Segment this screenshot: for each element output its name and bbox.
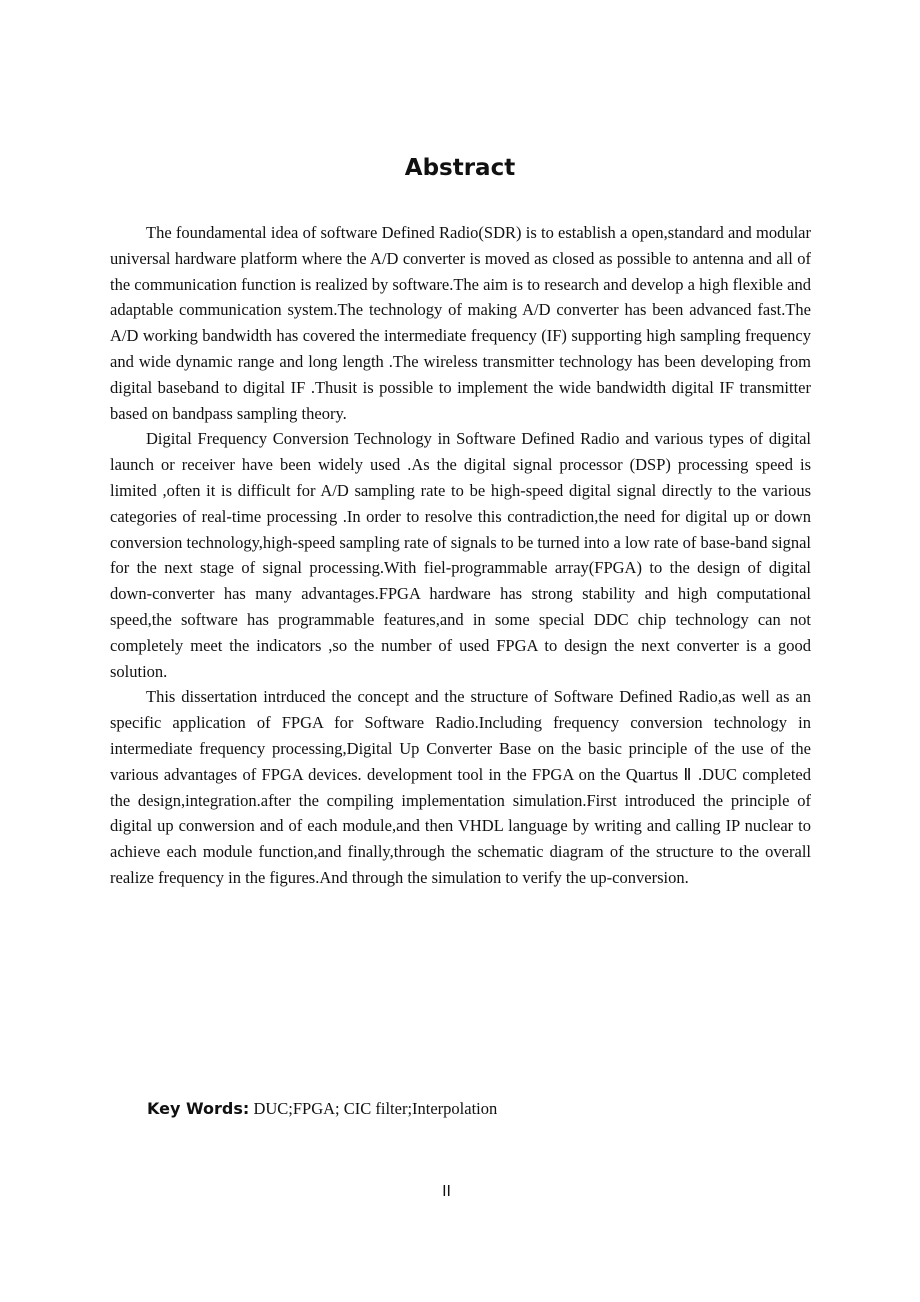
keywords-line (147, 1097, 497, 1121)
keywords-label: Key Words: (147, 1099, 250, 1118)
abstract-title: Abstract (404, 155, 516, 181)
abstract-paragraph-1: The foundamental idea of software Defined Radio(SDR) is to establish a open,standard and modular universal hardware platform where the A/D converter is moved as closed as possible to antenna and all of the communication function is realized by software.The aim is to research and develop a high flexible and adaptable communication system.The technology of making A/D converter has been advanced fast.The A/D working bandwidth has covered the intermediate frequency (IF) supporting high sampling frequency and wide dynamic range and long length .The wireless transmitter technology has been developing from digital baseband to digital IF .Thusit is possible to implement the wide bandwidth digital IF transmitter based on bandpass sampling theory. (110, 223, 811, 423)
abstract-paragraph-3: This dissertation intrduced the concept and the structure of Software Defined Radio,as well as an specific application of FPGA for Software Radio.Including frequency conversion technology in intermediate frequency processing,Digital Up Converter Base on the basic principle of the use of the various advantages of FPGA devices. development tool in the FPGA on the Quartus Ⅱ .DUC completed the design,integration.after the compiling implementation simulation.First introduced the principle of digital up conwersion and of each module,and then VHDL language by writing and calling IP nuclear to achieve each module function,and finally,through the schematic diagram of the structure to the overall realize frequency in the figures.And through the simulation to verify the up-conversion. (110, 687, 811, 887)
keywords-value: DUC;FPGA; CIC filter;Interpolation (249, 1099, 498, 1118)
abstract-body (110, 220, 811, 891)
abstract-paragraph-2: Digital Frequency Conversion Technology in Software Defined Radio and various types of digital launch or receiver have been widely used .As the digital signal processor (DSP) processing speed is limited ,often it is difficult for A/D sampling rate to be high-speed digital signal directly to the various categories of real-time processing .In order to resolve this contradiction,the need for digital up or down conversion technology,high-speed sampling rate of signals to be turned into a low rate of base-band signal for the next stage of signal processing.With fiel-programmable array(FPGA) to the design of digital down-converter has many advantages.FPGA hardware has strong stability and high computational speed,the software has programmable features,and in some special DDC chip technology can not completely meet the indicators ,so the number of used FPGA to design the next converter is a good solution. (110, 429, 811, 681)
page-number: II (442, 1182, 451, 1200)
